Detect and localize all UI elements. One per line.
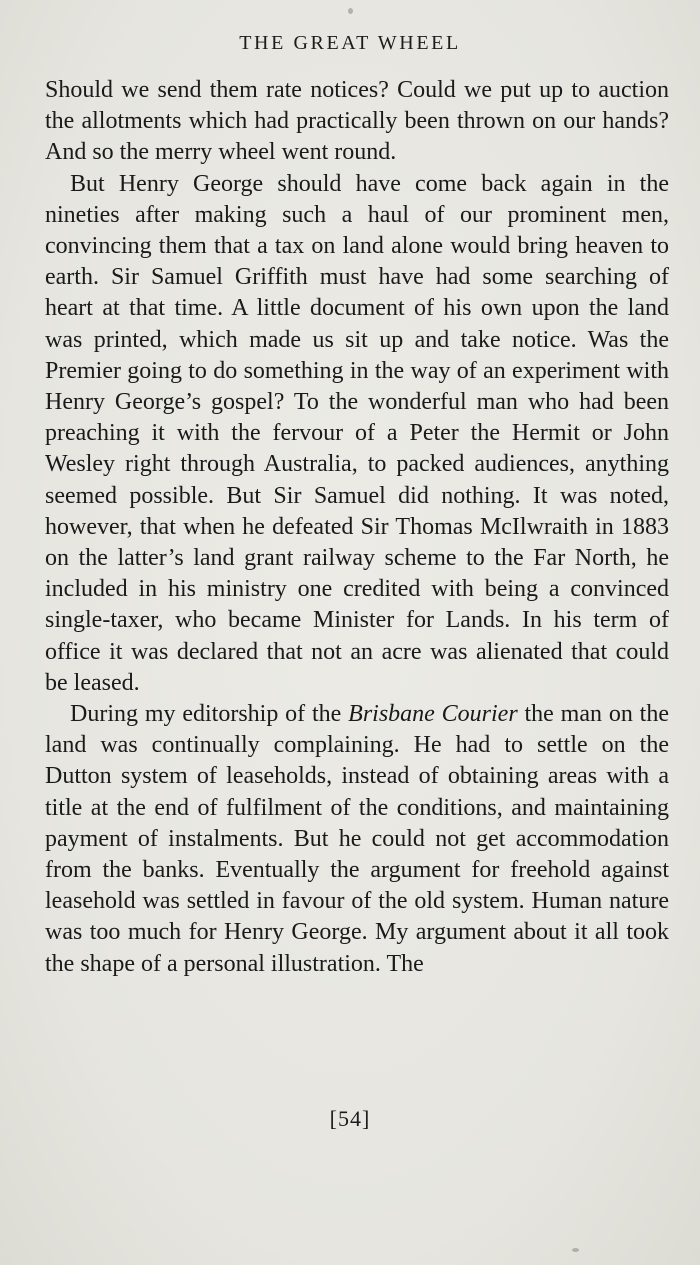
paragraph-text-start: During my editorship of the xyxy=(70,701,349,728)
page-body xyxy=(45,75,669,980)
running-head-title: THE GREAT WHEEL xyxy=(239,32,461,54)
paragraph-brisbane-courier xyxy=(45,699,669,980)
paragraph-continued: Should we send them rate notices? Could we put up to auction the allotments which had practically been thrown on our hands? And so the merry wheel went round. xyxy=(45,77,669,166)
paper-speck xyxy=(348,8,353,14)
paragraph-text-rest: the man on the land was continually complaining. He had to settle on the Dutton system of leaseholds, instead of obtaining areas with a title at the end of fulfilment of the conditions, and maintaining payment of instalments. But he could not get accommodation from the banks. Eventually the argument for freehold against leasehold was settled in favour of the old system. Human nature was too much for Henry George. My argument about it all took the shape of a personal illustration. The xyxy=(45,701,669,977)
paper-speck xyxy=(572,1248,579,1252)
paragraph-henry-george: But Henry George should have come back again in the nineties after making such a haul of our prominent men, convincing them that a tax on land alone would bring heaven to earth. Sir Samuel Griffith must have had some searching of heart at that time. A little document of his own upon the land was printed, which made us sit up and take notice. Was the Premier going to do something in the way of an experiment with Henry George’s gospel? To the wonderful man who had been preaching it with the fervour of a Peter the Hermit or John Wesley right through Australia, to packed audiences, anything seemed possible. But Sir Samuel did nothing. It was noted, however, that when he defeated Sir Thomas McIlwraith in 1883 on the latter’s land grant railway scheme to the Far North, he included in his ministry one credited with being a convinced single-taxer, who became Minister for Lands. In his term of office it was declared that not an acre was alienated that could be leased. xyxy=(45,170,669,696)
newspaper-title: Brisbane Courier xyxy=(348,701,518,728)
page-number: [54] xyxy=(329,1106,371,1131)
